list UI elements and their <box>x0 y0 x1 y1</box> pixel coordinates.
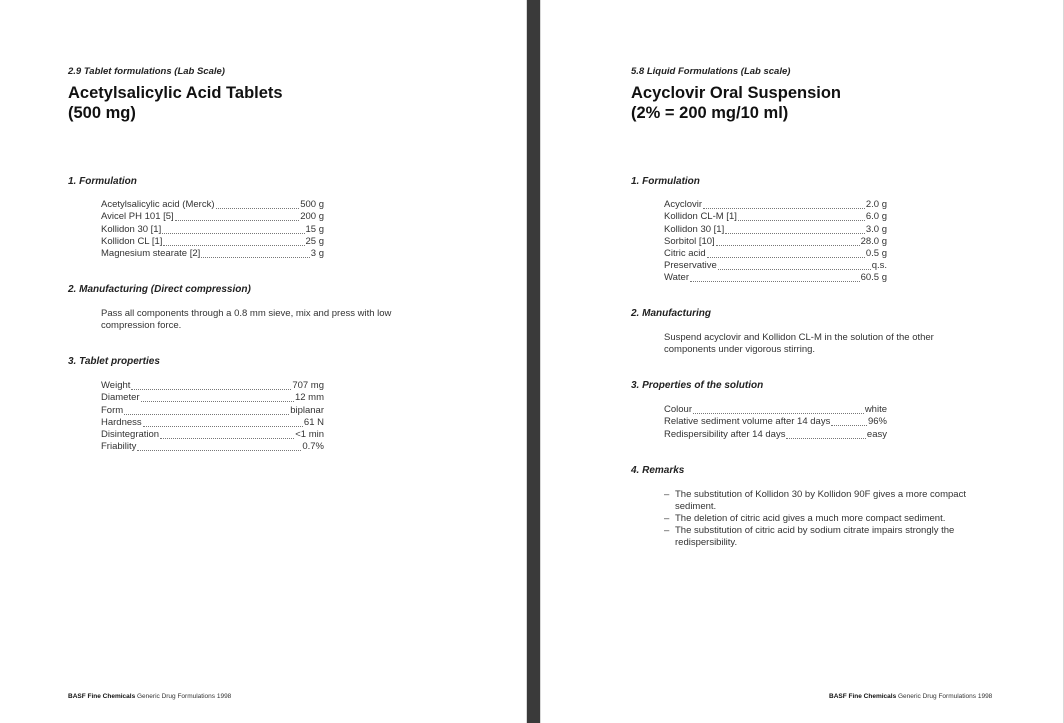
formulation-row: Citric acid 0.5 g <box>664 247 887 259</box>
property-row: Form biplanar <box>101 404 324 416</box>
formulation-row: Water 60.5 g <box>664 272 887 284</box>
properties-list <box>664 404 887 441</box>
property-row: Diameter 12 mm <box>101 392 324 404</box>
property-row: Weight 707 mg <box>101 380 324 392</box>
section-label: 5.8 Liquid Formulations (Lab scale) <box>631 66 791 77</box>
formulation-list <box>664 199 887 284</box>
formulation-row: Sorbitol [10] 28.0 g <box>664 235 887 247</box>
properties-list <box>101 380 324 453</box>
heading-formulation: 1. Formulation <box>68 176 137 187</box>
formulation-list <box>101 199 324 260</box>
title-line-2: (2% = 200 mg/10 ml) <box>631 104 789 122</box>
property-row: Friability 0.7% <box>101 441 324 453</box>
page-left <box>0 0 527 723</box>
formulation-row: Preservative q.s. <box>664 260 887 272</box>
page-right <box>540 0 1064 723</box>
property-row: Hardness 61 N <box>101 416 324 428</box>
property-row: Colour white <box>664 404 887 416</box>
footer-brand: BASF Fine Chemicals <box>68 693 136 700</box>
title-line-2: (500 mg) <box>68 104 136 122</box>
formulation-row: Magnesium stearate [2] 3 g <box>101 247 324 259</box>
footer-brand: BASF Fine Chemicals <box>829 693 897 700</box>
page-footer <box>829 693 992 700</box>
section-label: 2.9 Tablet formulations (Lab Scale) <box>68 66 225 77</box>
manufacturing-text: Suspend acyclovir and Kollidon CL-M in the solution of the other components under vigorous stirring. <box>664 332 934 355</box>
heading-manufacturing: 2. Manufacturing (Direct compression) <box>68 284 251 295</box>
remark-item: – The deletion of citric acid gives a much more compact sediment. <box>664 513 946 524</box>
heading-solution-properties: 3. Properties of the solution <box>631 380 764 391</box>
heading-tablet-properties: 3. Tablet properties <box>68 356 160 367</box>
footer-text: Generic Drug Formulations 1998 <box>137 693 232 700</box>
page-footer <box>68 693 231 700</box>
page-gutter <box>527 0 540 723</box>
remarks-list <box>664 489 1004 549</box>
remark-item: – The substitution of citric acid by sodium citrate impairs strongly the redispersibility. <box>664 525 955 548</box>
property-row: Redispersibility after 14 days easy <box>664 428 887 440</box>
formulation-row: Kollidon CL-M [1] 6.0 g <box>664 211 887 223</box>
formulation-row: Kollidon 30 [1] 15 g <box>101 223 324 235</box>
heading-remarks: 4. Remarks <box>631 465 685 476</box>
page-left-content <box>68 66 488 123</box>
page-right-content <box>631 66 1031 123</box>
page-title <box>68 83 488 123</box>
property-row: Relative sediment volume after 14 days 96% <box>664 416 887 428</box>
remark-item: – The substitution of Kollidon 30 by Kollidon 90F gives a more compact sediment. <box>664 489 966 512</box>
formulation-row: Acetylsalicylic acid (Merck) 500 g <box>101 199 324 211</box>
manufacturing-text: Pass all components through a 0.8 mm sieve, mix and press with low compression force. <box>101 308 392 331</box>
formulation-row: Kollidon 30 [1] 3.0 g <box>664 223 887 235</box>
heading-formulation: 1. Formulation <box>631 176 700 187</box>
formulation-row: Kollidon CL [1] 25 g <box>101 235 324 247</box>
formulation-row: Avicel PH 101 [5] 200 g <box>101 211 324 223</box>
footer-text: Generic Drug Formulations 1998 <box>898 693 993 700</box>
heading-manufacturing: 2. Manufacturing <box>631 308 712 319</box>
formulation-row: Acyclovir 2.0 g <box>664 199 887 211</box>
title-line-1: Acetylsalicylic Acid Tablets <box>68 84 283 102</box>
page-title <box>631 83 1031 123</box>
property-row: Disintegration <1 min <box>101 428 324 440</box>
title-line-1: Acyclovir Oral Suspension <box>631 84 841 102</box>
